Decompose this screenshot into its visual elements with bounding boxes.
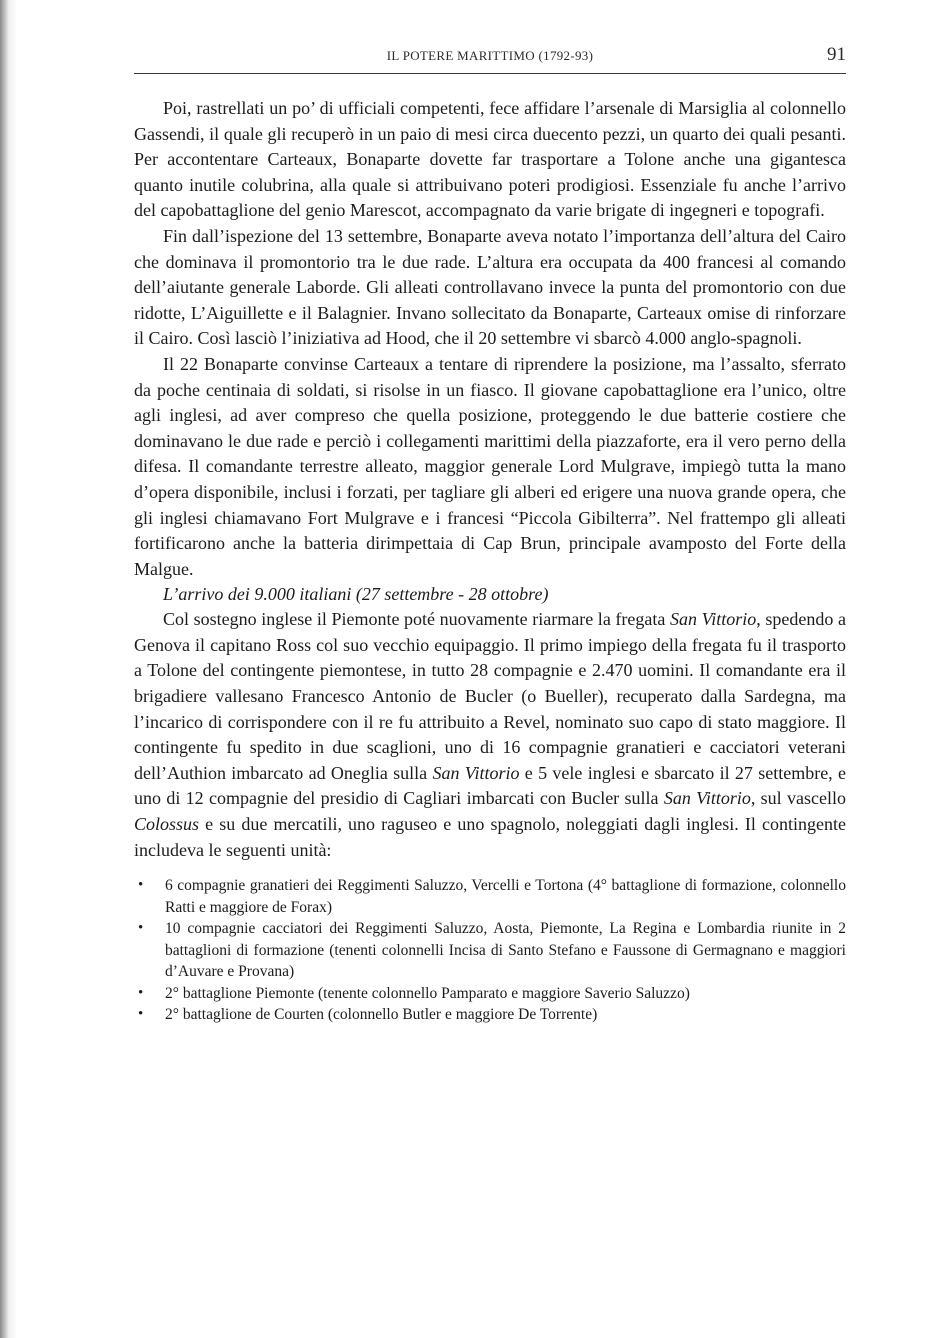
paragraph: Il 22 Bonaparte convinse Carteaux a tentare di riprendere la posizione, ma l’assalto, sferrato da poche centinaia di soldati, si risolse in un fiasco. Il giovane capobattaglione era l’unico, oltre agli inglesi, ad aver compreso che quella posizione, proteggendo le due batterie costiere che dominavano le due rade e perciò i collegamenti marittimi della piazzaforte, era il vero perno della difesa. Il comandante terrestre alleato, maggior generale Lord Mulgrave, impiegò tutta la mano d’opera disponibile, inclusi i forzati, per tagliare gli alberi ed erigere una nuova grande opera, che gli inglesi chiamavano Fort Mulgrave e i francesi “Piccola Gibilterra”. Nel frattempo gli alleati fortificarono anche la batteria dirimpettaia di Cap Brun, principale avamposto del Forte della Malgue. — [134, 353, 846, 579]
list-item — [134, 1004, 846, 1026]
text-run: e 5 vele inglesi e sbarcato il 27 settembre, e uno di 12 compagnie del presidio di Cagliari imbarcati con Bucler sulla — [134, 762, 846, 809]
paragraph: Fin dall’ispezione del 13 settembre, Bonaparte aveva notato l’importanza dell’altura del Cairo che dominava il promontorio tra le due rade. L’altura era occupata da 400 francesi al comando dell’aiutante generale Laborde. Gli alleati controllavano invece la punta del promontorio con due ridotte, L’Aiguillette e il Balagnier. Invano sollecitato da Bonaparte, Carteaux omise di rinforzare il Cairo. Così lasciò l’iniziativa ad Hood, che il 20 settembre vi sbarcò 4.000 anglo-spagnoli. — [134, 225, 846, 349]
unit-list — [134, 875, 846, 1026]
section-heading: L’arrivo dei 9.000 italiani (27 settembre - 28 ottobre) — [163, 584, 549, 605]
list-item-text: 6 compagnie granatieri dei Reggimenti Saluzzo, Vercelli e Tortona (4° battaglione di formazione, colonnello Ratti e maggiore de Forax) — [165, 877, 846, 916]
ship-name: San Vittorio — [670, 609, 757, 630]
page-body — [134, 96, 846, 1026]
ship-name: Colossus — [134, 814, 200, 835]
list-item — [134, 875, 846, 918]
text-run: , sul vascello — [750, 788, 846, 809]
page-number: 91 — [827, 44, 846, 65]
running-head — [134, 44, 846, 70]
paragraph: Poi, rastrellati un po’ di ufficiali competenti, fece affidare l’arsenale di Marsiglia al colonnello Gassendi, il quale gli recuperò in un paio di mesi circa duecento pezzi, un quarto dei quali pesanti. Per accontentare Carteaux, Bonaparte dovette far trasportare a Tolone anche una gigantesca quanto inutile colubrina, alla quale si attribuivano poteri prodigiosi. Essenziale fu anche l’arrivo del capobattaglione del genio Marescot, accompagnato da varie brigate di ingegneri e topografi. — [134, 98, 846, 221]
list-item — [134, 983, 846, 1005]
list-item-text: 10 compagnie cacciatori dei Reggimenti Saluzzo, Aosta, Piemonte, La Regina e Lombardia riunite in 2 battaglioni di formazione (tenenti colonnelli Incisa di Santo Stefano e Faussone di Germagnano e maggiori d’Auvare e Provana) — [165, 920, 846, 981]
list-item-text: 2° battaglione Piemonte (tenente colonnello Pamparato e maggiore Saverio Saluzzo) — [165, 984, 690, 1002]
text-run: , spedendo a Genova il capitano Ross col suo vecchio equipaggio. Il primo impiego della fregata fu il trasporto a Tolone del contingente piemontese, in tutto 28 compagnie e 2.470 uomini. Il comandante era il brigadiere vallesano Francesco Antonio de Bucler (o Bueller), recuperato dalla Sardegna, ma l’incarico di corrispondere con il re fu attribuito a Revel, nominato suo capo di stato maggiore. Il contingente fu spedito in due scaglioni, uno di 16 compagnie granatieri e cacciatori veterani dell’Authion imbarcato ad Oneglia sulla — [134, 609, 846, 783]
list-item — [134, 918, 846, 983]
bullet-icon: • — [138, 877, 144, 894]
running-title: IL POTERE MARITTIMO (1792-93) — [386, 48, 594, 63]
text-run: e su due mercatili, uno raguseo e uno spagnolo, noleggiati dagli inglesi. Il contingente includeva le seguenti unità: — [134, 814, 846, 860]
book-spine-shadow — [0, 0, 9, 1338]
bullet-icon: • — [138, 920, 144, 937]
ship-name: San Vittorio — [432, 762, 520, 783]
bullet-icon: • — [138, 1006, 144, 1023]
section-paragraph — [134, 607, 846, 863]
text-run: Col sostegno inglese il Piemonte poté nuovamente riarmare la fregata — [163, 609, 670, 630]
gutter-shadow — [9, 0, 17, 1338]
list-item-text: 2° battaglione de Courten (colonnello Butler e maggiore De Torrente) — [165, 1006, 598, 1024]
bullet-icon: • — [138, 984, 144, 1001]
ship-name: San Vittorio — [663, 788, 751, 809]
header-rule — [134, 73, 846, 74]
